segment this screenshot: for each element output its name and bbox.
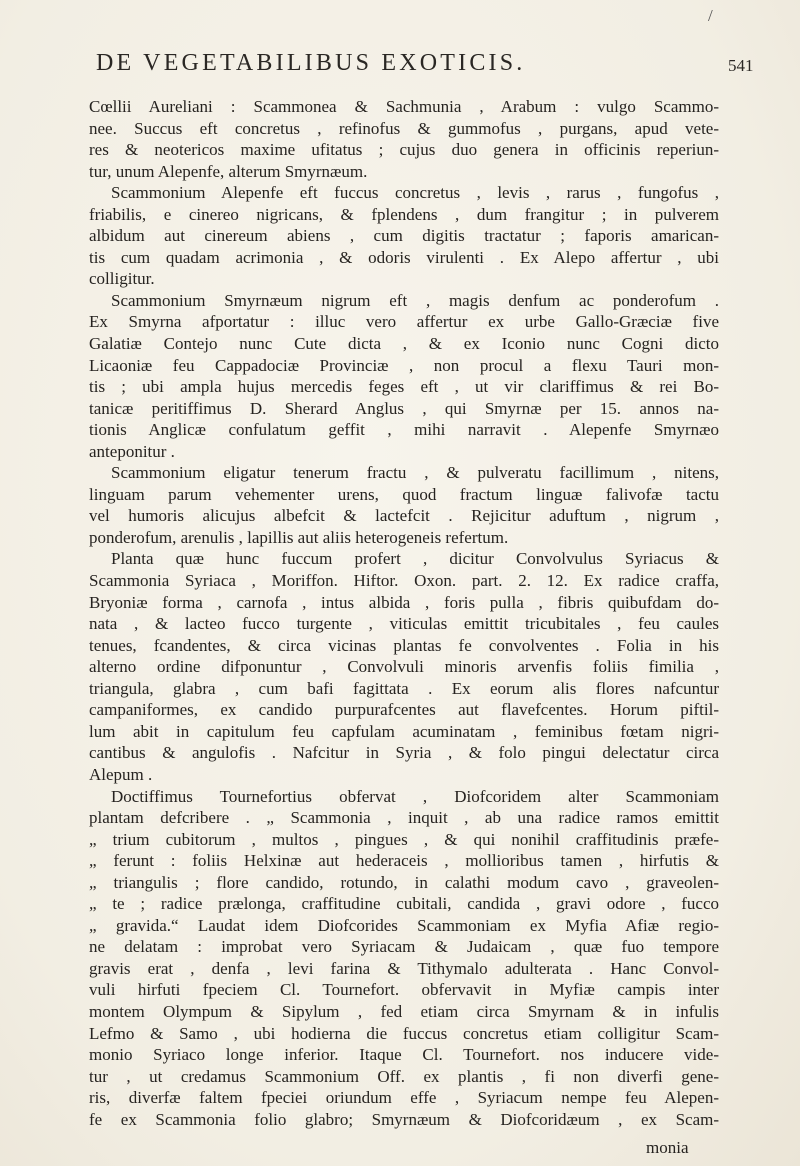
text-line: albidum aut cinereum abiens , cum digitis tractatur ; faporis amarican-: [89, 226, 719, 246]
text-line: friabilis, e cinereo nigricans, & fplendens , dum frangitur ; in pulverem: [89, 204, 719, 224]
text-line: tur , ut credamus Scammonium Off. ex plantis , fi non diverfi gene-: [89, 1066, 719, 1086]
text-line: Scammonia Syriaca , Moriffon. Hiftor. Oxon. part. 2. 12. Ex radice craffa,: [89, 571, 719, 591]
running-head-title: DE VEGETABILIBUS EXOTICIS.: [96, 50, 526, 76]
text-line: gravis erat , denfa , levi farina & Tithymalo adulterata . Hanc Convol-: [89, 958, 719, 978]
text-line: plantam defcribere . „ Scammonia , inquit , ab una radice ramos emittit: [89, 808, 719, 828]
catchword: monia: [646, 1138, 689, 1157]
text-line: tis cum quadam acrimonia , & odoris virulenti . Ex Alepo affertur , ubi: [89, 247, 719, 267]
text-line: „ te ; radice prælonga, craffitudine cubitali, candida , gravi odore , fucco: [89, 894, 719, 914]
text-line: Galatiæ Contejo nunc Cute dicta , & ex Iconio nunc Cogni dicto: [89, 334, 719, 354]
text-line: tanicæ peritiffimus D. Sherard Anglus , qui Smyrnæ per 15. annos na-: [89, 398, 719, 418]
text-line: anteponitur .: [89, 441, 175, 461]
body-text: [89, 96, 719, 1130]
corner-mark: /: [708, 6, 713, 25]
text-line: „ gravida.“ Laudat idem Diofcorides Scammoniam ex Myfia Afiæ regio-: [89, 915, 719, 935]
text-line: Planta quæ hunc fuccum profert , dicitur Convolvulus Syriacus &: [111, 549, 719, 569]
text-line: Bryoniæ forma , carnofa , intus albida , foris pulla , fibris quibufdam do-: [89, 592, 719, 612]
text-line: vel humoris alicujus albefcit & lactefcit . Rejicitur aduftum , nigrum ,: [89, 506, 719, 526]
text-line: Licaoniæ feu Cappadociæ Provinciæ , non procul a flexu Tauri mon-: [89, 355, 719, 375]
text-line: nee. Succus eft concretus , refinofus & gummofus , purgans, apud vete-: [89, 118, 719, 138]
text-line: Lefmo & Samo , ubi hodierna die fuccus concretus etiam colligitur Scam-: [89, 1023, 719, 1043]
text-line: Cœllii Aureliani : Scammonea & Sachmunia , Arabum : vulgo Scammo-: [89, 97, 719, 116]
text-line: res & neotericos maxime ufitatus ; cujus duo genera in officinis reperiun-: [89, 140, 719, 160]
text-line: Scammonium Alepenfe eft fuccus concretus , levis , rarus , fungofus ,: [111, 183, 719, 203]
text-line: montem Olympum & Sipylum , fed etiam circa Smyrnam & in infulis: [89, 1001, 719, 1021]
page-number: 541: [728, 56, 754, 75]
text-line: tenues, fcandentes, & circa vicinas plantas fe convolventes . Folia in his: [89, 635, 719, 655]
text-line: cantibus & angulofis . Nafcitur in Syria , & folo pingui delectatur circa: [89, 743, 719, 763]
text-line: ponderofum, arenulis , lapillis aut aliis heterogeneis refertum.: [89, 527, 509, 547]
text-line: colligitur.: [89, 269, 155, 289]
text-line: ris, diverfæ faltem fpeciei oriundum effe , Syriacum nempe feu Alepen-: [89, 1088, 719, 1108]
text-line: tis ; ubi ampla hujus mercedis feges eft , ut vir clariffimus & rei Bo-: [89, 377, 719, 397]
text-line: linguam parum vehementer urens, quod fractum linguæ falivofæ tactu: [89, 484, 719, 504]
text-line: monio Syriaco longe inferior. Itaque Cl. Tournefort. nos inducere vide-: [89, 1045, 719, 1065]
text-line: Scammonium Smyrnæum nigrum eft , magis denfum ac ponderofum .: [111, 290, 719, 310]
text-line: vuli hirfuti fpeciem Cl. Tournefort. obfervavit in Myfiæ campis inter: [89, 980, 719, 1000]
text-line: Scammonium eligatur tenerum fractu , & pulveratu facillimum , nitens,: [111, 463, 719, 483]
text-line: Doctiffimus Tournefortius obfervat , Diofcoridem alter Scammoniam: [111, 786, 719, 806]
text-line: fe ex Scammonia folio glabro; Smyrnæum & Diofcoridæum , ex Scam-: [89, 1109, 719, 1129]
text-line: tur, unum Alepenfe, alterum Smyrnæum.: [89, 161, 368, 181]
text-line: ne delatam : improbat vero Syriacam & Judaicam , quæ fuo tempore: [89, 937, 719, 957]
text-line: „ ferunt : foliis Helxinæ aut hederaceis , mollioribus tamen , hirfutis &: [89, 851, 719, 871]
text-line: alterno ordine difponuntur , Convolvuli minoris arvenfis foliis fimilia ,: [89, 657, 719, 677]
text-line: „ triangulis ; flore candido, rotundo, in calathi modum cavo , graveolen-: [89, 872, 719, 892]
text-line: lum abit in capitulum feu capfulam acuminatam , feminibus fœtam nigri-: [89, 721, 719, 741]
text-line: campaniformes, ex candido purpurafcentes aut flavefcentes. Horum piftil-: [89, 700, 719, 720]
text-line: nata , & lacteo fucco turgente , viticulas emittit tricubitales , feu caules: [89, 614, 719, 634]
text-line: triangula, glabra , cum bafi fagittata . Ex eorum alis flores nafcuntur: [89, 678, 719, 698]
text-line: „ trium cubitorum , multos , pingues , & qui nonihil craffitudinis præfe-: [89, 829, 719, 849]
text-line: tionis Anglicæ confulatum geffit , mihi narravit . Alepenfe Smyrnæo: [89, 420, 719, 440]
text-line: Alepum .: [89, 764, 153, 784]
running-head: [0, 44, 800, 84]
text-line: Ex Smyrna afportatur : illuc vero affertur ex urbe Gallo-Græciæ five: [89, 312, 719, 332]
